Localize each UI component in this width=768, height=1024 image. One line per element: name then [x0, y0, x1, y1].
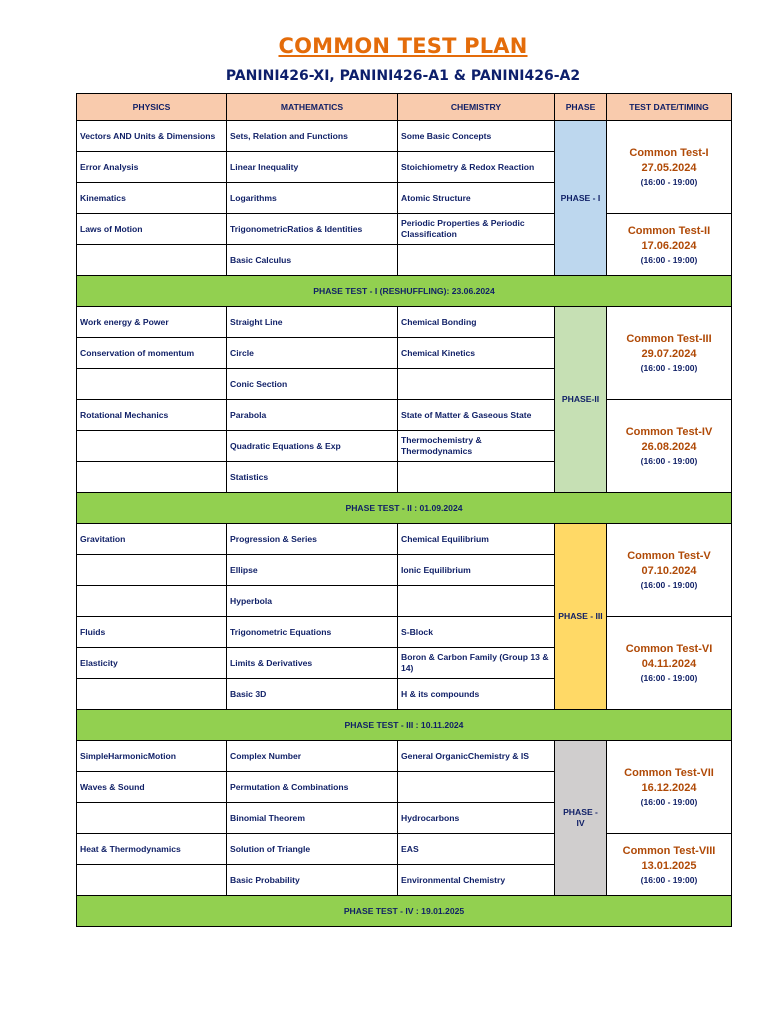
chemistry-cell — [398, 772, 555, 803]
physics-cell: Vectors AND Units & Dimensions — [77, 121, 227, 152]
common-test-name: Common Test-V — [627, 550, 711, 562]
physics-cell: Conservation of momentum — [77, 338, 227, 369]
header-physics: PHYSICS — [77, 94, 227, 121]
common-test-name: Common Test-I — [629, 147, 709, 159]
mathematics-cell: Straight Line — [227, 307, 398, 338]
phase-test-row — [77, 493, 732, 524]
table-row — [77, 741, 732, 772]
common-test-time: (16:00 - 19:00) — [640, 580, 698, 590]
header-mathematics: MATHEMATICS — [227, 94, 398, 121]
chemistry-cell: Chemical Equilibrium — [398, 524, 555, 555]
physics-cell — [77, 245, 227, 276]
phase-test-label: PHASE TEST - I (RESHUFFLING): 23.06.2024 — [77, 276, 732, 307]
mathematics-cell: Permutation & Combinations — [227, 772, 398, 803]
table-row — [77, 834, 732, 865]
common-test-name: Common Test-II — [627, 224, 711, 237]
test-plan-table — [76, 93, 732, 927]
common-test-time: (16:00 - 19:00) — [640, 254, 698, 265]
physics-cell — [77, 803, 227, 834]
mathematics-cell: Basic Calculus — [227, 245, 398, 276]
phase-test-row — [77, 896, 732, 927]
chemistry-cell: Environmental Chemistry — [398, 865, 555, 896]
common-test-time: (16:00 - 19:00) — [640, 363, 698, 373]
chemistry-cell: EAS — [398, 834, 555, 865]
mathematics-cell: Sets, Relation and Functions — [227, 121, 398, 152]
physics-cell: Heat & Thermodynamics — [77, 834, 227, 865]
physics-cell: Work energy & Power — [77, 307, 227, 338]
mathematics-cell: Hyperbola — [227, 586, 398, 617]
common-test-name: Common Test-VII — [624, 767, 714, 779]
common-test-date: 27.05.2024 — [641, 162, 697, 174]
table-row — [77, 524, 732, 555]
mathematics-cell: Quadratic Equations & Exp — [227, 431, 398, 462]
chemistry-cell: Periodic Properties & Periodic Classification — [398, 214, 555, 245]
physics-cell — [77, 369, 227, 400]
physics-cell: Waves & Sound — [77, 772, 227, 803]
mathematics-cell: Solution of Triangle — [227, 834, 398, 865]
common-test-name: Common Test-VI — [625, 643, 713, 655]
physics-cell: Error Analysis — [77, 152, 227, 183]
table-row — [77, 214, 732, 245]
header-phase: PHASE — [555, 94, 607, 121]
phase-label: PHASE - IV — [555, 741, 607, 896]
chemistry-cell: Boron & Carbon Family (Group 13 & 14) — [398, 648, 555, 679]
test-date-cell — [607, 121, 732, 214]
phase-test-label: PHASE TEST - II : 01.09.2024 — [77, 493, 732, 524]
mathematics-cell: Linear Inequality — [227, 152, 398, 183]
header-row — [77, 94, 732, 121]
page-subtitle: PANINI426-XI, PANINI426-A1 & PANINI426-A2 — [225, 68, 581, 84]
mathematics-cell: Basic Probability — [227, 865, 398, 896]
common-test-date: 07.10.2024 — [641, 565, 697, 577]
mathematics-cell: Statistics — [227, 462, 398, 493]
phase-test-row — [77, 710, 732, 741]
phase-test-row — [77, 276, 732, 307]
common-test-date: 26.08.2024 — [641, 441, 697, 453]
common-test-time: (16:00 - 19:00) — [640, 177, 698, 187]
phase-test-label: PHASE TEST - III : 10.11.2024 — [77, 710, 732, 741]
mathematics-cell: Progression & Series — [227, 524, 398, 555]
mathematics-cell: Limits & Derivatives — [227, 648, 398, 679]
mathematics-cell: Parabola — [227, 400, 398, 431]
mathematics-cell: Circle — [227, 338, 398, 369]
chemistry-cell: State of Matter & Gaseous State — [398, 400, 555, 431]
physics-cell: Elasticity — [77, 648, 227, 679]
common-test-time: (16:00 - 19:00) — [640, 874, 698, 885]
common-test-date: 29.07.2024 — [641, 348, 697, 360]
header-chemistry: CHEMISTRY — [398, 94, 555, 121]
common-test-date: 04.11.2024 — [641, 658, 697, 670]
test-date-cell — [607, 617, 732, 710]
chemistry-cell: Atomic Structure — [398, 183, 555, 214]
physics-cell: Laws of Motion — [77, 214, 227, 245]
common-test-date: 17.06.2024 — [641, 239, 697, 252]
chemistry-cell — [398, 245, 555, 276]
common-test-name: Common Test-IV — [625, 426, 713, 438]
chemistry-cell: Stoichiometry & Redox Reaction — [398, 152, 555, 183]
physics-cell — [77, 865, 227, 896]
test-date-cell — [607, 307, 732, 400]
mathematics-cell: Logarithms — [227, 183, 398, 214]
physics-cell: Fluids — [77, 617, 227, 648]
chemistry-cell: H & its compounds — [398, 679, 555, 710]
physics-cell: Gravitation — [77, 524, 227, 555]
phase-test-label: PHASE TEST - IV : 19.01.2025 — [77, 896, 732, 927]
table-body — [77, 121, 732, 927]
chemistry-cell — [398, 462, 555, 493]
table-row — [77, 121, 732, 152]
physics-cell — [77, 462, 227, 493]
common-test-name: Common Test-VIII — [622, 844, 716, 857]
table-row — [77, 617, 732, 648]
chemistry-cell — [398, 369, 555, 400]
header-test-date: TEST DATE/TIMING — [607, 94, 732, 121]
physics-cell — [77, 679, 227, 710]
common-test-time: (16:00 - 19:00) — [640, 456, 698, 466]
chemistry-cell: Chemical Bonding — [398, 307, 555, 338]
common-test-time: (16:00 - 19:00) — [640, 797, 698, 807]
chemistry-cell: Chemical Kinetics — [398, 338, 555, 369]
mathematics-cell: TrigonometricRatios & Identities — [227, 214, 398, 245]
physics-cell: SimpleHarmonicMotion — [77, 741, 227, 772]
phase-label: PHASE - III — [555, 524, 607, 710]
mathematics-cell: Basic 3D — [227, 679, 398, 710]
physics-cell: Rotational Mechanics — [77, 400, 227, 431]
test-date-cell — [607, 214, 732, 276]
common-test-time: (16:00 - 19:00) — [640, 673, 698, 683]
chemistry-cell — [398, 586, 555, 617]
chemistry-cell: S-Block — [398, 617, 555, 648]
chemistry-cell: Thermochemistry & Thermodynamics — [398, 431, 555, 462]
phase-label: PHASE - I — [555, 121, 607, 276]
mathematics-cell: Ellipse — [227, 555, 398, 586]
chemistry-cell: Hydrocarbons — [398, 803, 555, 834]
physics-cell — [77, 431, 227, 462]
chemistry-cell: General OrganicChemistry & IS — [398, 741, 555, 772]
phase-label: PHASE-II — [555, 307, 607, 493]
page-title: COMMON TEST PLAN — [278, 34, 528, 58]
mathematics-cell: Binomial Theorem — [227, 803, 398, 834]
table-row — [77, 307, 732, 338]
common-test-name: Common Test-III — [626, 333, 712, 345]
physics-cell — [77, 555, 227, 586]
test-date-cell — [607, 524, 732, 617]
common-test-date: 16.12.2024 — [641, 782, 697, 794]
test-date-cell — [607, 834, 732, 896]
mathematics-cell: Trigonometric Equations — [227, 617, 398, 648]
mathematics-cell: Complex Number — [227, 741, 398, 772]
common-test-date: 13.01.2025 — [641, 859, 697, 872]
chemistry-cell: Some Basic Concepts — [398, 121, 555, 152]
physics-cell — [77, 586, 227, 617]
table-row — [77, 400, 732, 431]
test-date-cell — [607, 741, 732, 834]
chemistry-cell: Ionic Equilibrium — [398, 555, 555, 586]
mathematics-cell: Conic Section — [227, 369, 398, 400]
test-date-cell — [607, 400, 732, 493]
physics-cell: Kinematics — [77, 183, 227, 214]
